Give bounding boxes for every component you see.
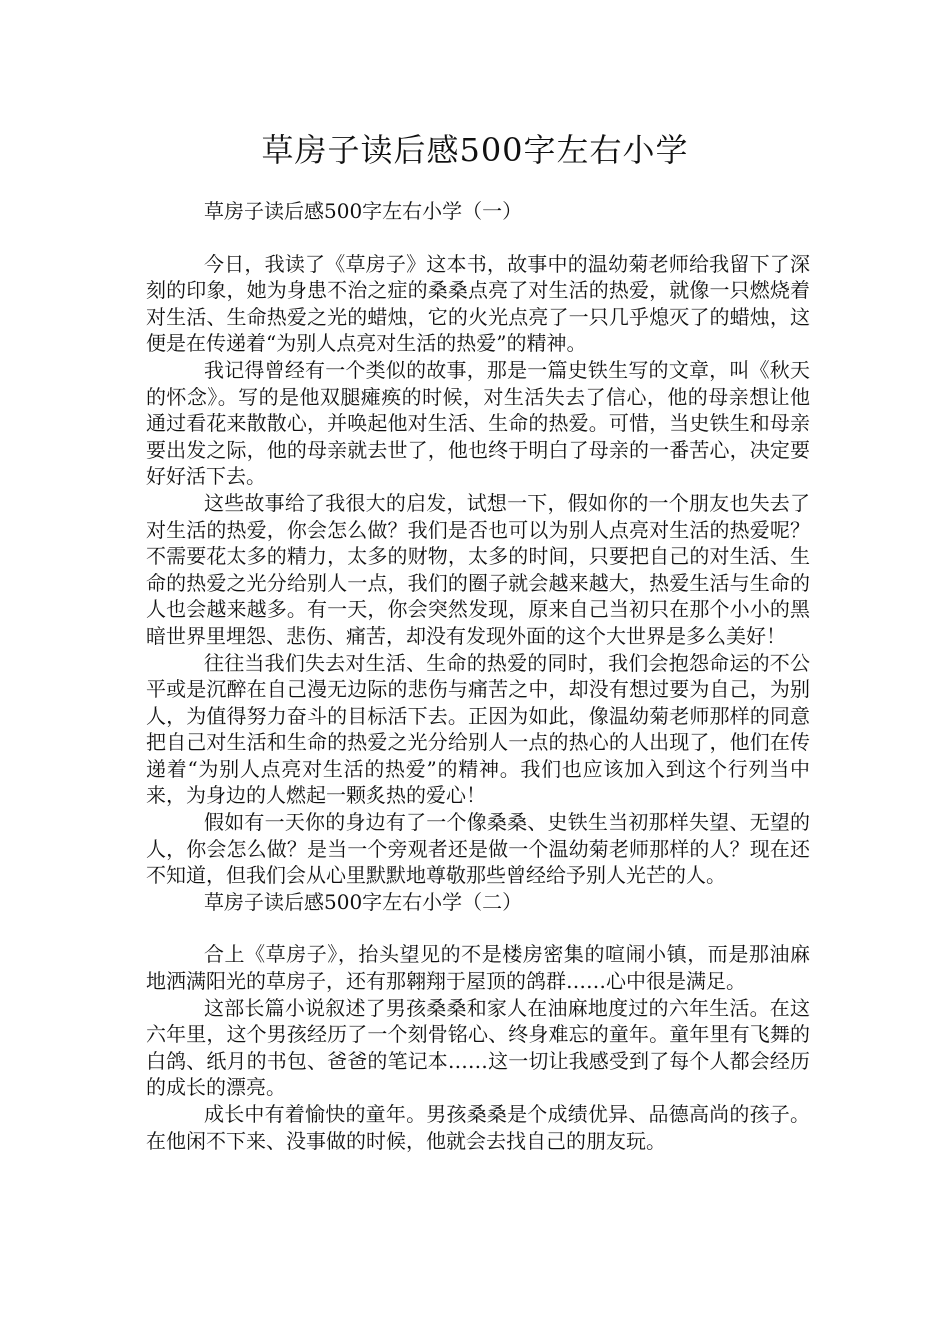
paragraph: 往往当我们失去对生活、生命的热爱的同时，我们会抱怨命运的不公平或是沉醉在自己漫无边际的悲伤与痛苦之中，却没有想过要为自己，为别人，为值得努力奋斗的目标活下去。正因为如此，像温幼菊老师那样的同意把自己对生活和生命的热爱之光分给别人一点的热心的人出现了，他们在传递着“为别人点亮对生活的热爱”的精神。我们也应该加入到这个行列当中来，为身边的人燃起一颗炙热的爱心！ [146,650,810,808]
document-body [146,198,810,1154]
paragraph: 假如有一天你的身边有了一个像桑桑、史铁生当初那样失望、无望的人，你会怎么做？是当一个旁观者还是做一个温幼菊老师那样的人？现在还不知道，但我们会从心里默默地尊敬那些曾经给予别人光芒的人。 [146,810,810,888]
paragraph: 我记得曾经有一个类似的故事，那是一篇史铁生写的文章，叫《秋天的怀念》。写的是他双腿瘫痪的时候，对生活失去了信心，他的母亲想让他通过看花来散散心，并唤起他对生活、生命的热爱。可惜，当史铁生和母亲要出发之际，他的母亲就去世了，他也终于明白了母亲的一番苦心，决定要好好活下去。 [146,357,810,489]
paragraph: 今日，我读了《草房子》这本书，故事中的温幼菊老师给我留下了深刻的印象，她为身患不治之症的桑桑点亮了对生活的热爱，就像一只燃烧着对生活、生命热爱之光的蜡烛，它的火光点亮了一只几乎熄灭了的蜡烛，这便是在传递着“为别人点亮对生活的热爱”的精神。 [146,251,810,356]
section-heading-2: 草房子读后感500字左右小学（二） [204,889,523,914]
section-heading-1: 草房子读后感500字左右小学（一） [204,199,523,223]
document-title: 草房子读后感500字左右小学 [261,131,689,169]
paragraph: 合上《草房子》，抬头望见的不是楼房密集的喧闹小镇，而是那油麻地洒满阳光的草房子，还有那翱翔于屋顶的鸽群……心中很是满足。 [146,942,810,994]
paragraph: 这些故事给了我很大的启发，试想一下，假如你的一个朋友也失去了对生活的热爱，你会怎么做？我们是否也可以为别人点亮对生活的热爱呢？不需要花太多的精力，太多的财物，太多的时间，只要把自己的对生活、生命的热爱之光分给别人一点，我们的圈子就会越来越大，热爱生活与生命的人也会越来越多。有一天，你会突然发现，原来自己当初只在那个小小的黑暗世界里埋怨、悲伤、痛苦，却没有发现外面的这个大世界是多么美好！ [146,490,810,648]
paragraph: 这部长篇小说叙述了男孩桑桑和家人在油麻地度过的六年生活。在这六年里，这个男孩经历了一个刻骨铭心、终身难忘的童年。童年里有飞舞的白鸽、纸月的书包、爸爸的笔记本……这一切让我感受到了每个人都会经历的成长的漂亮。 [146,995,810,1100]
paragraph: 成长中有着愉快的童年。男孩桑桑是个成绩优异、品德高尚的孩子。在他闲不下来、没事做的时候，他就会去找自己的朋友玩。 [146,1102,810,1153]
